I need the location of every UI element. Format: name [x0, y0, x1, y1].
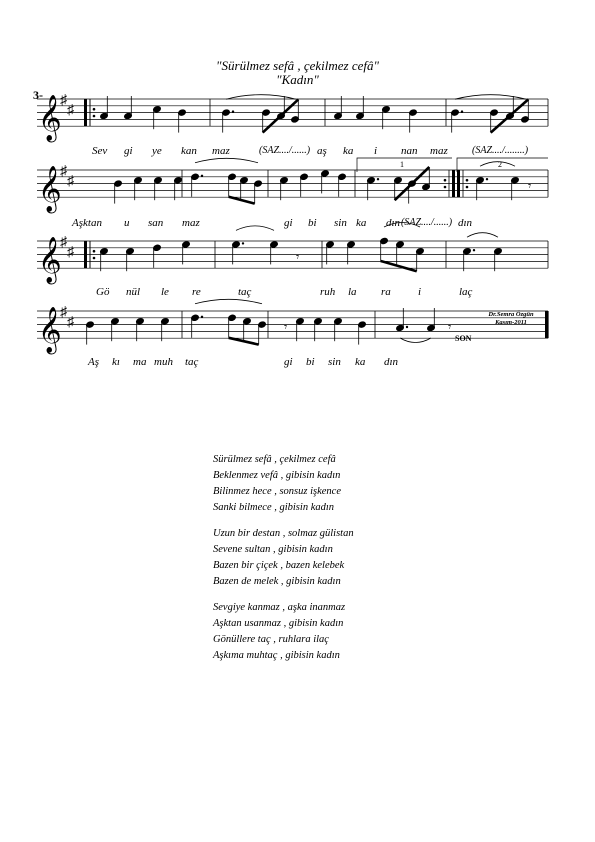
lyric-syllable: ma — [133, 356, 147, 368]
note-dot — [242, 242, 244, 244]
repeat-dot — [444, 186, 447, 189]
tie — [467, 233, 498, 238]
lyric-syllable: ruh — [320, 286, 336, 298]
composition-date: Kasım-2011 — [495, 319, 527, 326]
lyric-syllable: laç — [459, 286, 473, 298]
tie — [236, 226, 274, 231]
repeat-bar — [84, 99, 87, 126]
lyric-syllable: maz — [182, 217, 200, 229]
song-title: "Sürülmez sefâ , çekilmez cefâ" — [216, 58, 379, 73]
song-number: 3- — [33, 88, 43, 102]
lyric-syllable: ka — [343, 145, 354, 157]
sharp-icon: ♯ — [67, 174, 74, 190]
lyric-syllable: muh — [154, 356, 173, 368]
lyric-syllable: kan — [181, 145, 197, 157]
tie — [400, 338, 431, 343]
lyric-syllable: ra — [381, 286, 391, 298]
lyric-syllable: Sev — [92, 145, 108, 157]
beam — [229, 197, 255, 204]
poem-line: Bazen bir çiçek , bazen kelebek — [213, 560, 345, 571]
lyric-syllable: i — [418, 286, 422, 298]
lyric-syllable: gi — [284, 356, 293, 368]
lyric-syllable: maz — [430, 145, 448, 157]
lyric-syllable: aş — [317, 145, 327, 157]
poem-line: Beklenmez vefâ , gibisin kadın — [213, 470, 341, 481]
lyric-syllable: nül — [126, 286, 141, 298]
poem-line: Sanki bilmece , gibisin kadın — [213, 502, 335, 513]
note-dot — [461, 110, 463, 112]
tie — [195, 158, 258, 163]
lyric-syllable: dın — [384, 356, 399, 368]
note-dot — [377, 178, 379, 180]
note-dot — [201, 316, 203, 318]
beam — [381, 261, 417, 271]
lyric-syllable: sin — [328, 356, 341, 368]
lyric-syllable: re — [192, 286, 201, 298]
tie — [226, 95, 296, 100]
lyric-syllable: kı — [112, 356, 120, 368]
lyric-syllable: nan — [401, 145, 418, 157]
lyric-syllable: san — [148, 217, 164, 229]
sharp-icon: ♯ — [67, 245, 74, 261]
poem-line: Aşkıma muhtaç , gibisin kadın — [213, 650, 340, 661]
beam — [491, 99, 529, 132]
sharp-icon: ♯ — [60, 93, 67, 108]
poem-line: Bazen de melek , gibisin kadın — [213, 576, 341, 587]
note-dot — [201, 175, 203, 177]
volta-1-label: 1 — [400, 160, 404, 169]
composer-name: Dr.Semra Özgün — [488, 311, 534, 318]
treble-clef-icon: 𝄞 — [38, 237, 62, 283]
poem-line: Bilinmez hece , sonsuz işkence — [213, 486, 342, 497]
lyric-syllable: taç — [185, 356, 199, 368]
lyric-syllable: gi — [124, 145, 133, 157]
eighth-rest-icon: 𝄾 — [528, 179, 532, 193]
note-dot — [473, 249, 475, 251]
repeat-bar — [457, 170, 460, 197]
treble-clef-icon: 𝄞 — [38, 166, 62, 212]
sharp-icon: ♯ — [67, 315, 74, 331]
repeat-dot — [93, 115, 96, 118]
tie — [195, 299, 262, 304]
lyric-syllable: (SAZ..../......) — [401, 217, 453, 228]
lyric-syllable: dın — [458, 217, 473, 229]
repeat-dot — [466, 186, 469, 189]
note-dot — [406, 326, 408, 328]
lyric-syllable: ye — [152, 145, 162, 157]
song-subtitle: "Kadın" — [276, 72, 319, 87]
lyric-syllable: la — [348, 286, 357, 298]
poem-line: Sevgiye kanmaz , aşka inanmaz — [213, 602, 346, 613]
volta-2-label: 2 — [498, 160, 502, 169]
lyric-syllable: i — [374, 145, 378, 157]
lyric-syllable: u — [124, 217, 130, 229]
treble-clef-icon: 𝄞 — [38, 307, 62, 353]
sharp-icon: ♯ — [60, 305, 67, 320]
eighth-rest-icon: 𝄾 — [448, 320, 452, 334]
note-dot — [486, 178, 488, 180]
lyric-syllable: Aşktan — [72, 217, 102, 229]
tie — [455, 95, 526, 100]
lyric-syllable: le — [161, 286, 169, 298]
lyric-syllable: ka — [356, 217, 367, 229]
poem-line: Uzun bir destan , solmaz gülistan — [213, 528, 354, 539]
repeat-bar — [452, 170, 455, 197]
lyric-syllable: (SAZ..../......) — [259, 145, 311, 156]
repeat-dot — [466, 179, 469, 182]
repeat-dot — [444, 179, 447, 182]
end-label: SON — [455, 334, 472, 343]
lyric-syllable: dın — [386, 217, 401, 229]
lyric-syllable: maz — [212, 145, 230, 157]
beam — [263, 99, 299, 132]
lyric-syllable: bi — [308, 217, 317, 229]
lyric-syllable: Gö — [96, 286, 110, 298]
eighth-rest-icon: 𝄾 — [296, 250, 300, 264]
poem-line: Aşktan usanmaz , gibisin kadın — [213, 618, 344, 629]
poem-line: Sürülmez sefâ , çekilmez cefâ — [213, 454, 336, 465]
repeat-dot — [93, 108, 96, 111]
sharp-icon: ♯ — [67, 103, 74, 119]
treble-clef-icon: 𝄞 — [38, 95, 62, 141]
lyric-syllable: sin — [334, 217, 347, 229]
composer-credit — [474, 311, 548, 327]
lyric-syllable: gi — [284, 217, 293, 229]
lyric-syllable: (SAZ..../........) — [472, 145, 529, 156]
eighth-rest-icon: 𝄾 — [284, 320, 288, 334]
poem-line: Gönüllere taç , ruhlara ilaç — [213, 634, 329, 645]
lyric-syllable: taç — [238, 286, 252, 298]
note-dot — [232, 110, 234, 112]
sharp-icon: ♯ — [60, 235, 67, 250]
poem-line: Sevene sultan , gibisin kadın — [213, 544, 333, 555]
sharp-icon: ♯ — [60, 164, 67, 179]
repeat-dot — [93, 250, 96, 253]
repeat-dot — [93, 257, 96, 260]
lyric-syllable: Aş — [88, 356, 99, 368]
repeat-bar — [84, 241, 87, 268]
lyric-syllable: bi — [306, 356, 315, 368]
lyric-syllable: ka — [355, 356, 366, 368]
